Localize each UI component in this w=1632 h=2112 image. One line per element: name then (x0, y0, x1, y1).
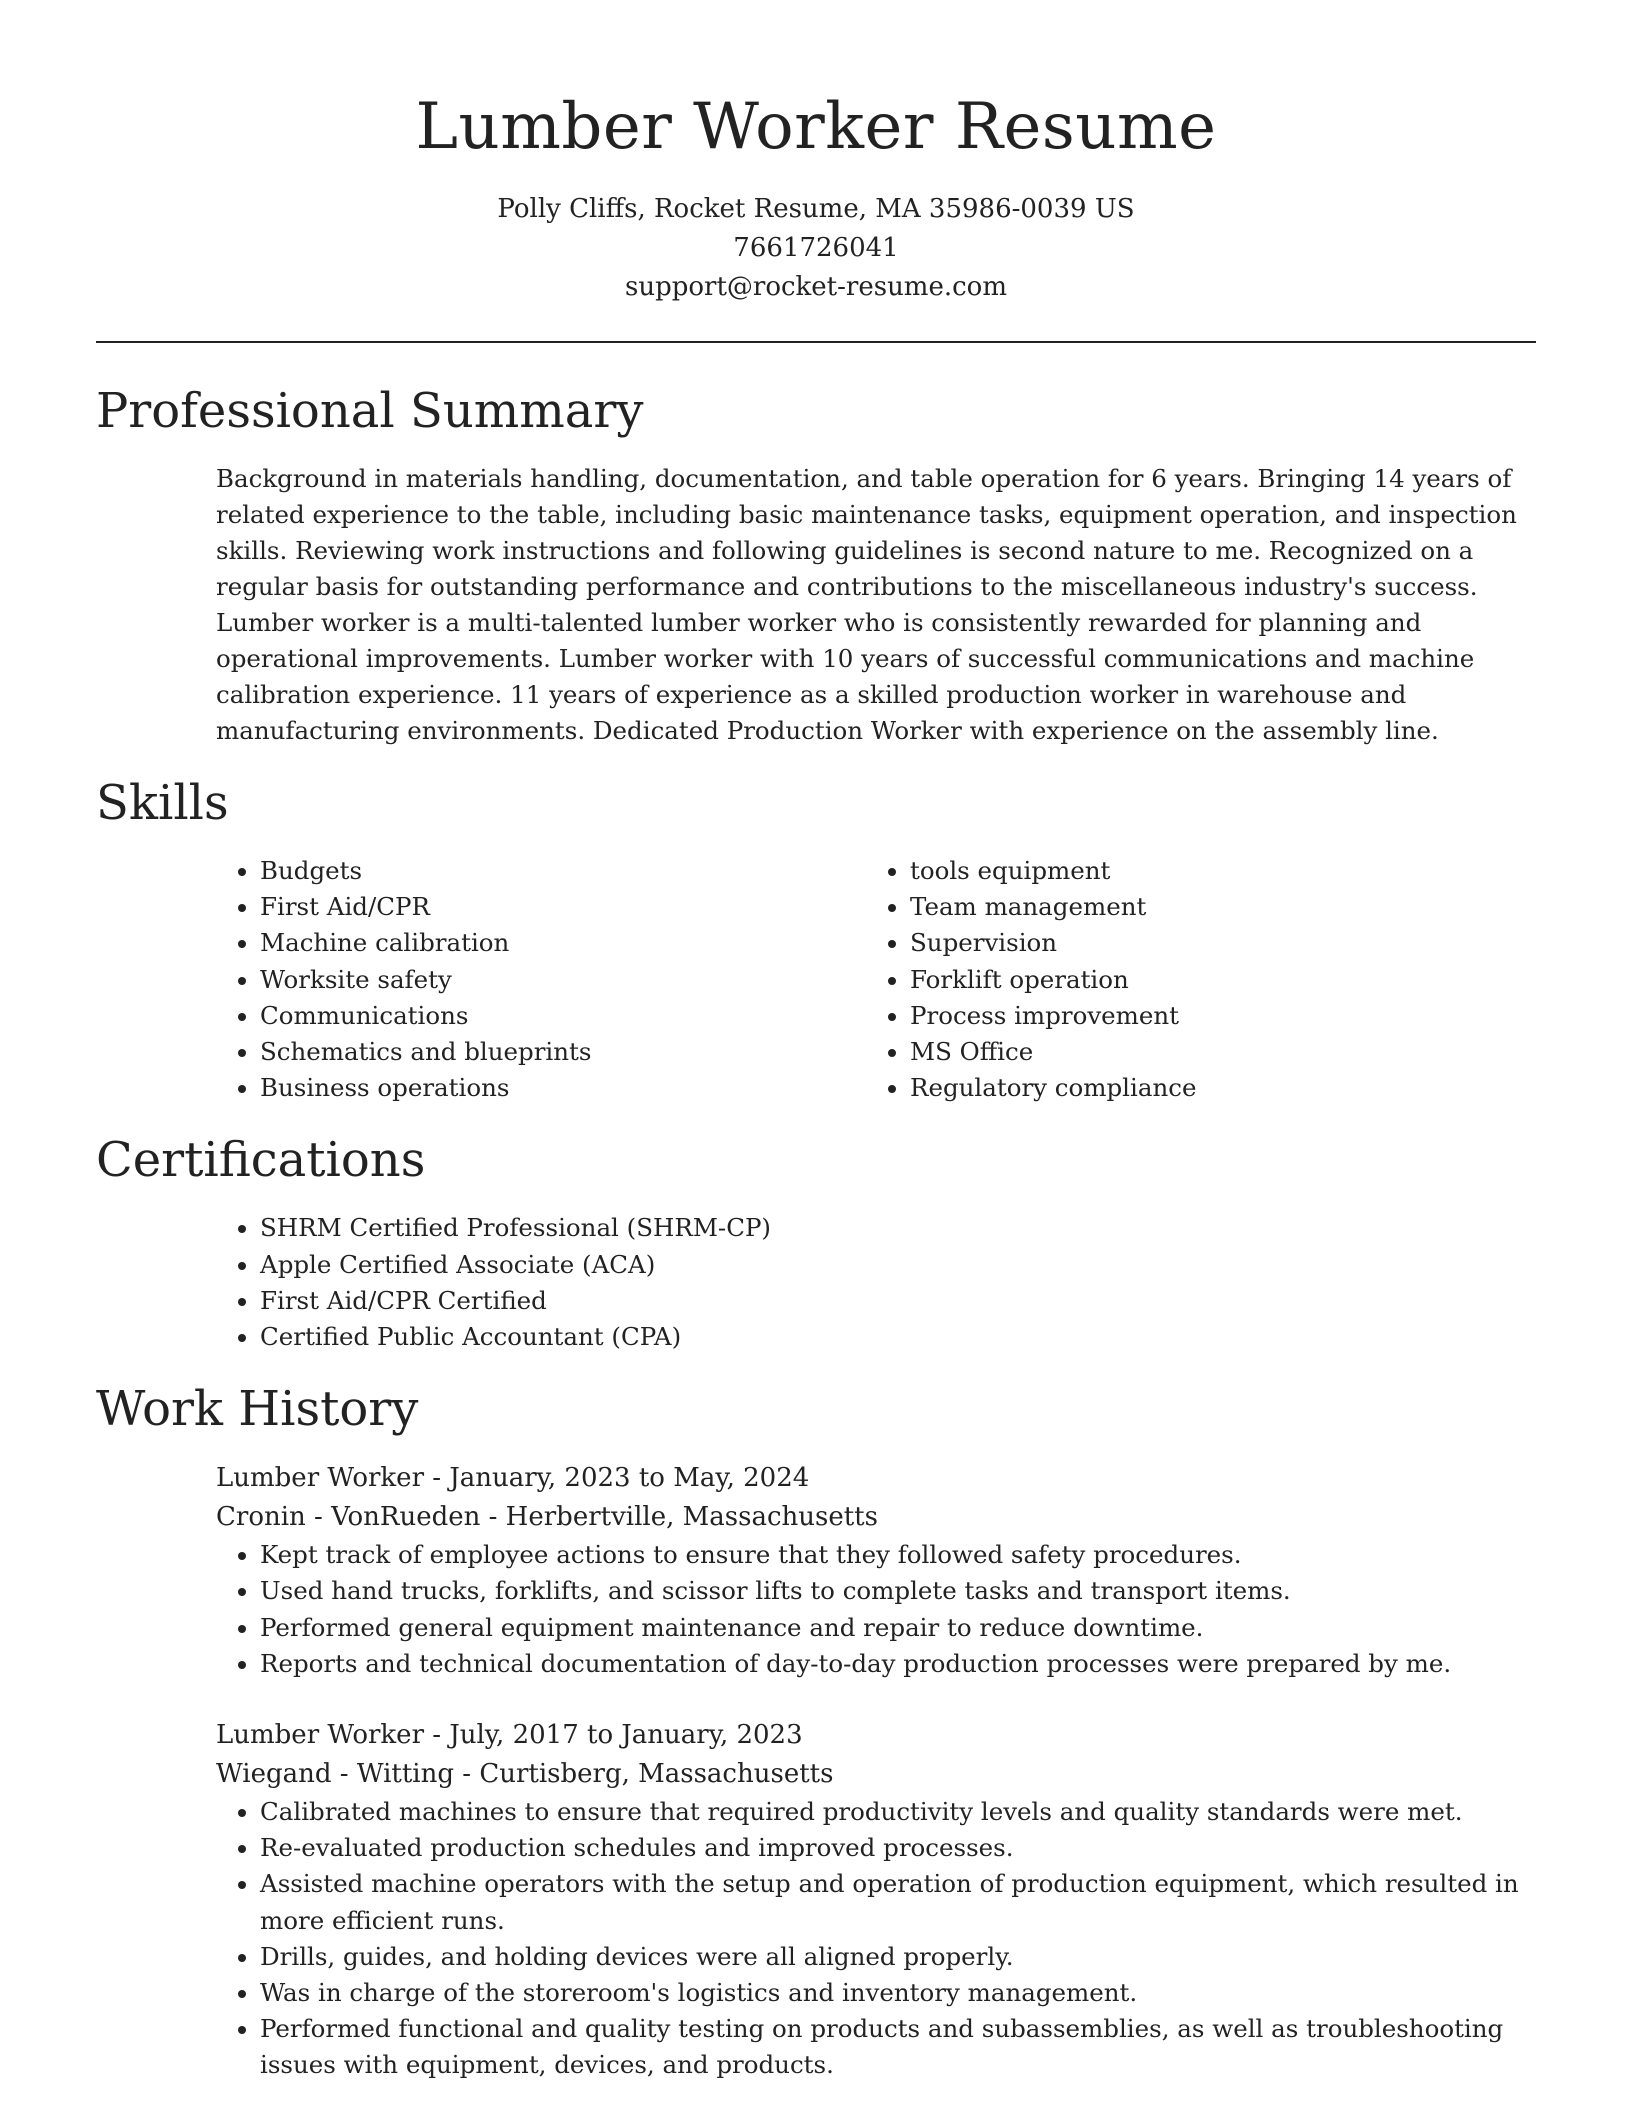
job-company-line: Wiegand - Witting - Curtisberg, Massachusetts (216, 1759, 834, 1790)
job-entry (216, 1716, 1536, 2084)
job-entry (216, 1459, 1536, 1682)
skills-column-left (216, 853, 866, 1106)
contact-block (96, 190, 1536, 307)
job-duty-item: • Used hand trucks, forklifts, and scissor lifts to complete tasks and transport items. (260, 1573, 1536, 1609)
job-duty-item: • Assisted machine operators with the setup and operation of production equipment, which resulted in more efficient runs. (260, 1866, 1536, 1938)
certification-item: • SHRM Certified Professional (SHRM-CP) (260, 1210, 1536, 1246)
skill-item: • Forklift operation (910, 962, 1516, 998)
section-heading-work-history: Work History (96, 1381, 419, 1438)
skill-item: • Worksite safety (260, 962, 866, 998)
resume-header (96, 0, 1536, 307)
skill-item: • Supervision (910, 925, 1516, 961)
job-duty-item: • Was in charge of the storeroom's logistics and inventory management. (260, 1975, 1536, 2011)
skill-item: • Communications (260, 998, 866, 1034)
skill-item: • MS Office (910, 1034, 1516, 1070)
skills-list-right (866, 853, 1516, 1106)
skill-item: • First Aid/CPR (260, 889, 866, 925)
skill-item: • Budgets (260, 853, 866, 889)
skill-item: • Business operations (260, 1070, 866, 1106)
skill-item: • Machine calibration (260, 925, 866, 961)
page-title: Lumber Worker Resume (415, 90, 1217, 164)
job-duties-list (216, 1794, 1536, 2084)
skill-item: • Schematics and blueprints (260, 1034, 866, 1070)
summary-paragraph: Background in materials handling, documentation, and table operation for 6 years. Bringing 14 years of related experience to the table, including basic maintenance tasks, equipment operation, and inspection skills. Reviewing work instructions and following guidelines is second nature to me. Recognized on a regular basis for outstanding performance and contributions to the miscellaneous industry's success. Lumber worker is a multi-talented lumber worker who is consistently rewarded for planning and operational improvements. Lumber worker with 10 years of successful communications and machine calibration experience. 11 years of experience as a skilled production worker in warehouse and manufacturing environments. Dedicated Production Worker with experience on the assembly line. (216, 464, 1517, 745)
certification-item: • Certified Public Accountant (CPA) (260, 1319, 1536, 1355)
contact-phone: 7661726041 (733, 233, 899, 263)
certifications-list-wrapper (216, 1210, 1536, 1355)
header-divider (96, 341, 1536, 343)
section-heading-skills: Skills (96, 775, 229, 831)
skills-grid (216, 853, 1536, 1106)
contact-address: Polly Cliffs, Rocket Resume, MA 35986-0039 US (497, 194, 1135, 224)
work-history-section (96, 1377, 1536, 2083)
skill-item: • Regulatory compliance (910, 1070, 1516, 1106)
job-duty-item: • Calibrated machines to ensure that required productivity levels and quality standards were met. (260, 1794, 1536, 1830)
job-duty-item: • Reports and technical documentation of day-to-day production processes were prepared by me. (260, 1646, 1536, 1682)
job-duties-list (216, 1537, 1536, 1682)
job-duty-item: • Performed general equipment maintenance and repair to reduce downtime. (260, 1610, 1536, 1646)
skills-section (96, 771, 1536, 1106)
job-title-line: Lumber Worker - July, 2017 to January, 2023 (216, 1720, 803, 1751)
job-company-line: Cronin - VonRueden - Herbertville, Massachusetts (216, 1502, 878, 1533)
section-heading-certifications: Certifications (96, 1132, 426, 1189)
job-duty-item: • Performed functional and quality testing on products and subassemblies, as well as troubleshooting issues with equipment, devices, and products. (260, 2011, 1536, 2083)
certification-item: • Apple Certified Associate (ACA) (260, 1247, 1536, 1283)
summary-section (96, 379, 1536, 749)
skill-item: • tools equipment (910, 853, 1516, 889)
job-duty-item: • Kept track of employee actions to ensure that they followed safety procedures. (260, 1537, 1536, 1573)
certifications-section (96, 1128, 1536, 1355)
job-duty-item: • Drills, guides, and holding devices were all aligned properly. (260, 1939, 1536, 1975)
job-duty-item: • Re-evaluated production schedules and improved processes. (260, 1830, 1536, 1866)
certifications-list (216, 1210, 1536, 1355)
skill-item: • Process improvement (910, 998, 1516, 1034)
job-title-line: Lumber Worker - January, 2023 to May, 2024 (216, 1463, 810, 1494)
skill-item: • Team management (910, 889, 1516, 925)
section-heading-summary: Professional Summary (96, 383, 644, 439)
skills-column-right (866, 853, 1516, 1106)
skills-list-left (216, 853, 866, 1106)
certification-item: • First Aid/CPR Certified (260, 1283, 1536, 1319)
contact-email: support@rocket-resume.com (624, 272, 1007, 302)
